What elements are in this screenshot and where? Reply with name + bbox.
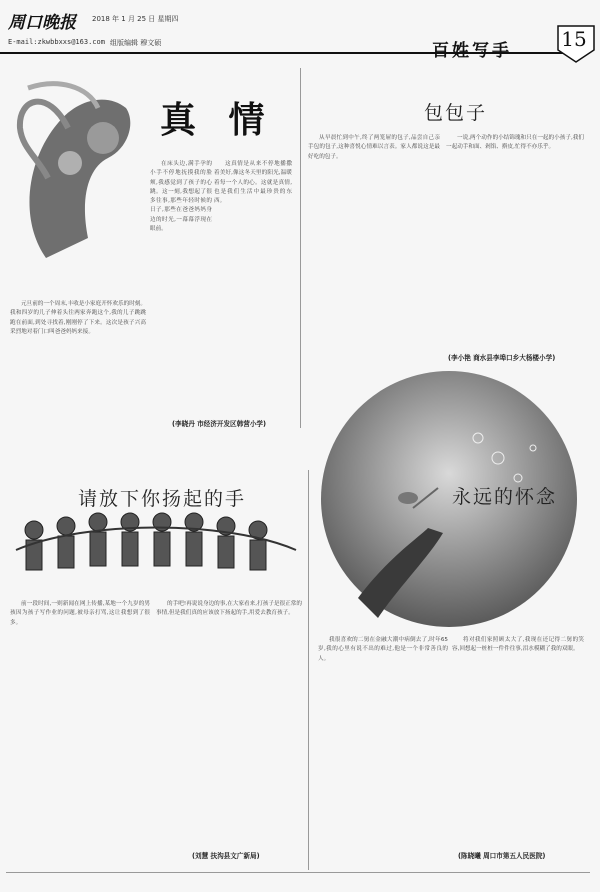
article2-column-1: 从早晨忙到中午,终了两笼屉的包子,品尝自己亲手包的包子,这种喜悦心情难以言表。家人都说这是最好吃的包子。	[308, 135, 440, 160]
article3-byline: (刘慧 扶沟县文广新局)	[192, 852, 260, 860]
article1-column-2: 在床头边,满手孕的小手不停地抚摸我的脸颊,我感觉到了孩子的心跳。这一刻,我想起了很多往事,那些年轻时候的日子,那些在爸爸妈妈身边的时光,一幕幕浮现在眼前。	[150, 161, 212, 233]
embrace-illustration	[8, 68, 144, 278]
article1-column-3: 这真情是从来不停地播撒着美好,像这冬天里的阳光,温暖着每一个人的心。这就是真情,也是我们生活中最珍贵的东西。	[214, 161, 292, 205]
article-title-baobaozi: 包包子	[424, 102, 488, 124]
article-title-qingfangxia: 请放下你扬起的手	[78, 488, 247, 510]
section-title: 百姓写手	[432, 41, 512, 61]
layout-editor: 组版编辑 穆文硕	[110, 39, 162, 47]
email-address: E-mail:zkwbbxxs@163.com	[8, 38, 105, 46]
page-number: 15	[561, 27, 587, 51]
article4-column-2: 将对我们家照顾太大了,我现在还记得二舅的笑容,回想起一桩桩一件件往事,泪水模糊了我的双眼。	[452, 637, 584, 653]
article4-byline: (陈晓曦 周口市第五人民医院)	[458, 852, 546, 860]
article1-column-1: 元旦前的一个周末,丰收是小家庭开怀欢乐的时刻。我和四岁的儿子伸着头往两家奔跑这个,我的儿子跳跳跑在前面,到处寻找着,刚刚停了下来。这次是孩子兴高采烈地对着门口叫爸爸妈妈来接。	[10, 301, 146, 335]
bottom-rule	[6, 872, 590, 873]
article2-byline: (李小艳 商水县李埠口乡大杨楼小学)	[448, 354, 556, 362]
article1-byline: (李晓丹 市经济开发区韩营小学)	[172, 420, 267, 428]
article3-column-1: 前一段时间,一则新闻在网上传播,某地一个九岁的男孩因为孩子写作业的问题,被母亲打骂,这让我想到了很多。	[10, 601, 150, 626]
children-circle-illustration	[6, 500, 306, 596]
article2-column-2: 一说,两个动作的小结锦瑰和只在一起的小孩子,我们一起动手和面、剁馅、擀皮,忙得不亦乐乎。	[446, 135, 584, 151]
article4-column-1: 我很喜欢的二舅在金融大潮中病倒去了,时年65岁,我的心里有说不出的难过,他是一个非常善良的人。	[318, 637, 448, 662]
column-divider	[308, 470, 309, 870]
article3-column-2: 的手吧!再说说身边的事,在大家看来,打孩子是很正常的事情,但是我们真的应该放下扬起的手,用爱去教育孩子。	[156, 601, 302, 617]
column-divider	[300, 68, 301, 428]
masthead-logo: 周口晚报	[8, 13, 76, 33]
article-title-yongyuan: 永远的怀念	[452, 486, 558, 508]
article-title-zhenqing: 真 情	[160, 99, 275, 141]
issue-date: 2018 年 1 月 25 日 星期四	[92, 15, 179, 23]
